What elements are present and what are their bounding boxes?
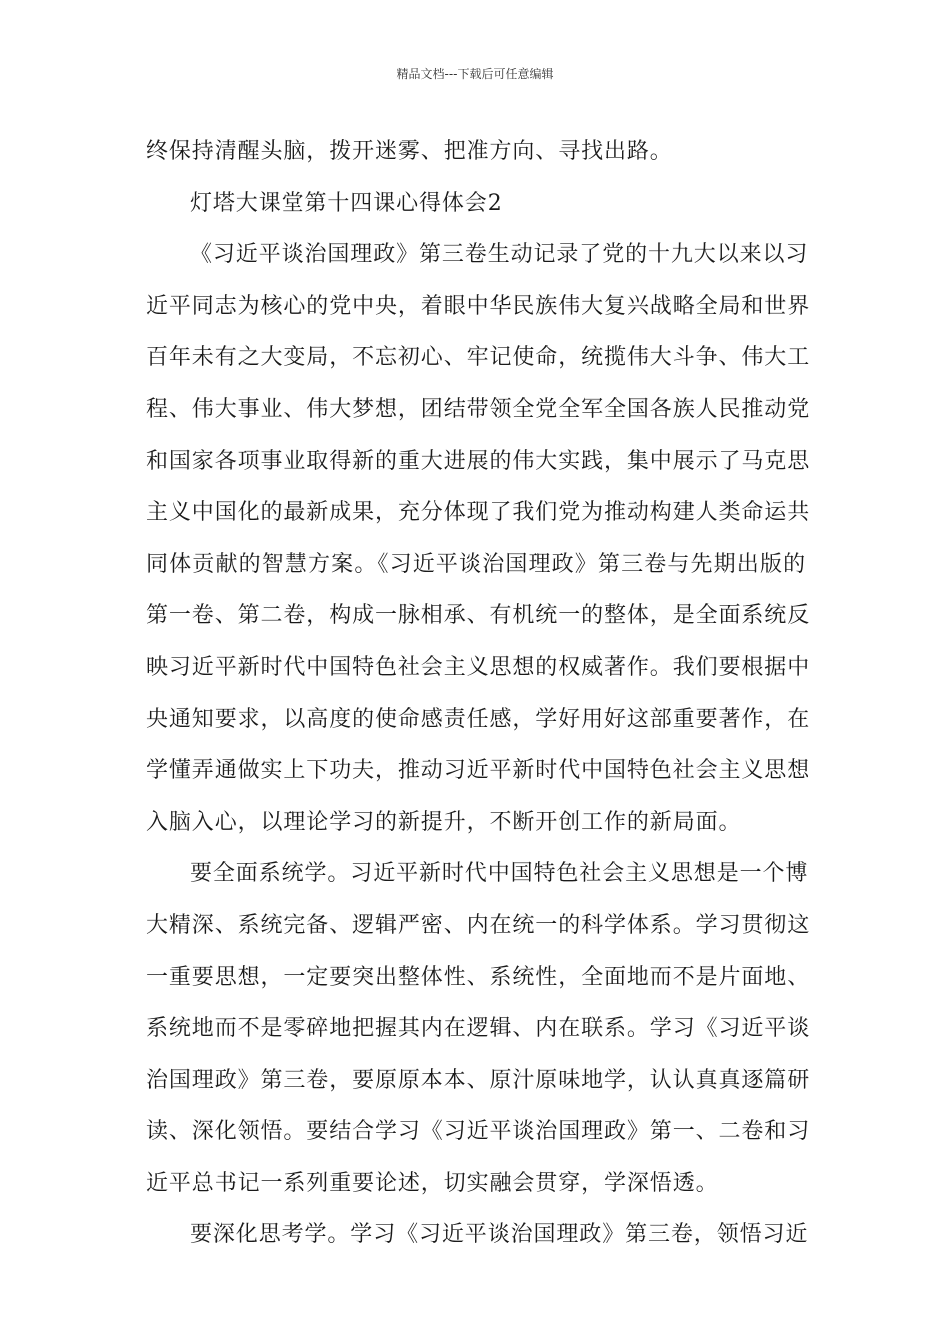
- text-line: 读、深化领悟。要结合学习《习近平谈治国理政》第一、二卷和习: [146, 1119, 811, 1145]
- text-line: 第一卷、第二卷，构成一脉相承、有机统一的整体，是全面系统反: [146, 603, 811, 629]
- text-line: 系统地而不是零碎地把握其内在逻辑、内在联系。学习《习近平谈: [146, 1016, 811, 1042]
- text-line: 要全面系统学。习近平新时代中国特色社会主义思想是一个博: [190, 861, 809, 887]
- text-line: 要深化思考学。学习《习近平谈治国理政》第三卷，领悟习近: [190, 1222, 809, 1248]
- text-line: 《习近平谈治国理政》第三卷生动记录了党的十九大以来以习: [190, 242, 809, 268]
- text-line: 同体贡献的智慧方案。《习近平谈治国理政》第三卷与先期出版的: [146, 551, 806, 577]
- page-header: 精品文档---下载后可任意编辑: [396, 67, 554, 81]
- text-line: 百年未有之大变局，不忘初心、牢记使命，统揽伟大斗争、伟大工: [146, 345, 811, 371]
- text-line: 和国家各项事业取得新的重大进展的伟大实践，集中展示了马克思: [146, 448, 811, 474]
- text-line: 终保持清醒头脑，拨开迷雾、把准方向、寻找出路。: [146, 139, 673, 164]
- text-line: 映习近平新时代中国特色社会主义思想的权威著作。我们要根据中: [146, 654, 811, 680]
- text-line: 灯塔大课堂第十四课心得体会2: [190, 190, 503, 216]
- text-line: 程、伟大事业、伟大梦想，团结带领全党全军全国各族人民推动党: [146, 396, 811, 422]
- text-line: 主义中国化的最新成果，充分体现了我们党为推动构建人类命运共: [146, 500, 811, 526]
- text-line: 近平同志为核心的党中央，着眼中华民族伟大复兴战略全局和世界: [146, 293, 811, 319]
- text-line: 近平总书记一系列重要论述，切实融会贯穿，学深悟透。: [146, 1170, 719, 1196]
- text-line: 入脑入心，以理论学习的新提升，不断开创工作的新局面。: [146, 809, 742, 835]
- text-line: 一重要思想，一定要突出整体性、系统性，全面地而不是片面地、: [146, 964, 811, 990]
- text-line: 大精深、系统完备、逻辑严密、内在统一的科学体系。学习贯彻这: [146, 912, 811, 938]
- body-text: [146, 130, 811, 1265]
- text-line: 学懂弄通做实上下功夫，推动习近平新时代中国特色社会主义思想: [146, 758, 811, 784]
- text-line: 央通知要求，以高度的使命感责任感，学好用好这部重要著作，在: [146, 706, 811, 732]
- text-line: 治国理政》第三卷，要原原本本、原汁原味地学，认认真真逐篇研: [146, 1067, 811, 1093]
